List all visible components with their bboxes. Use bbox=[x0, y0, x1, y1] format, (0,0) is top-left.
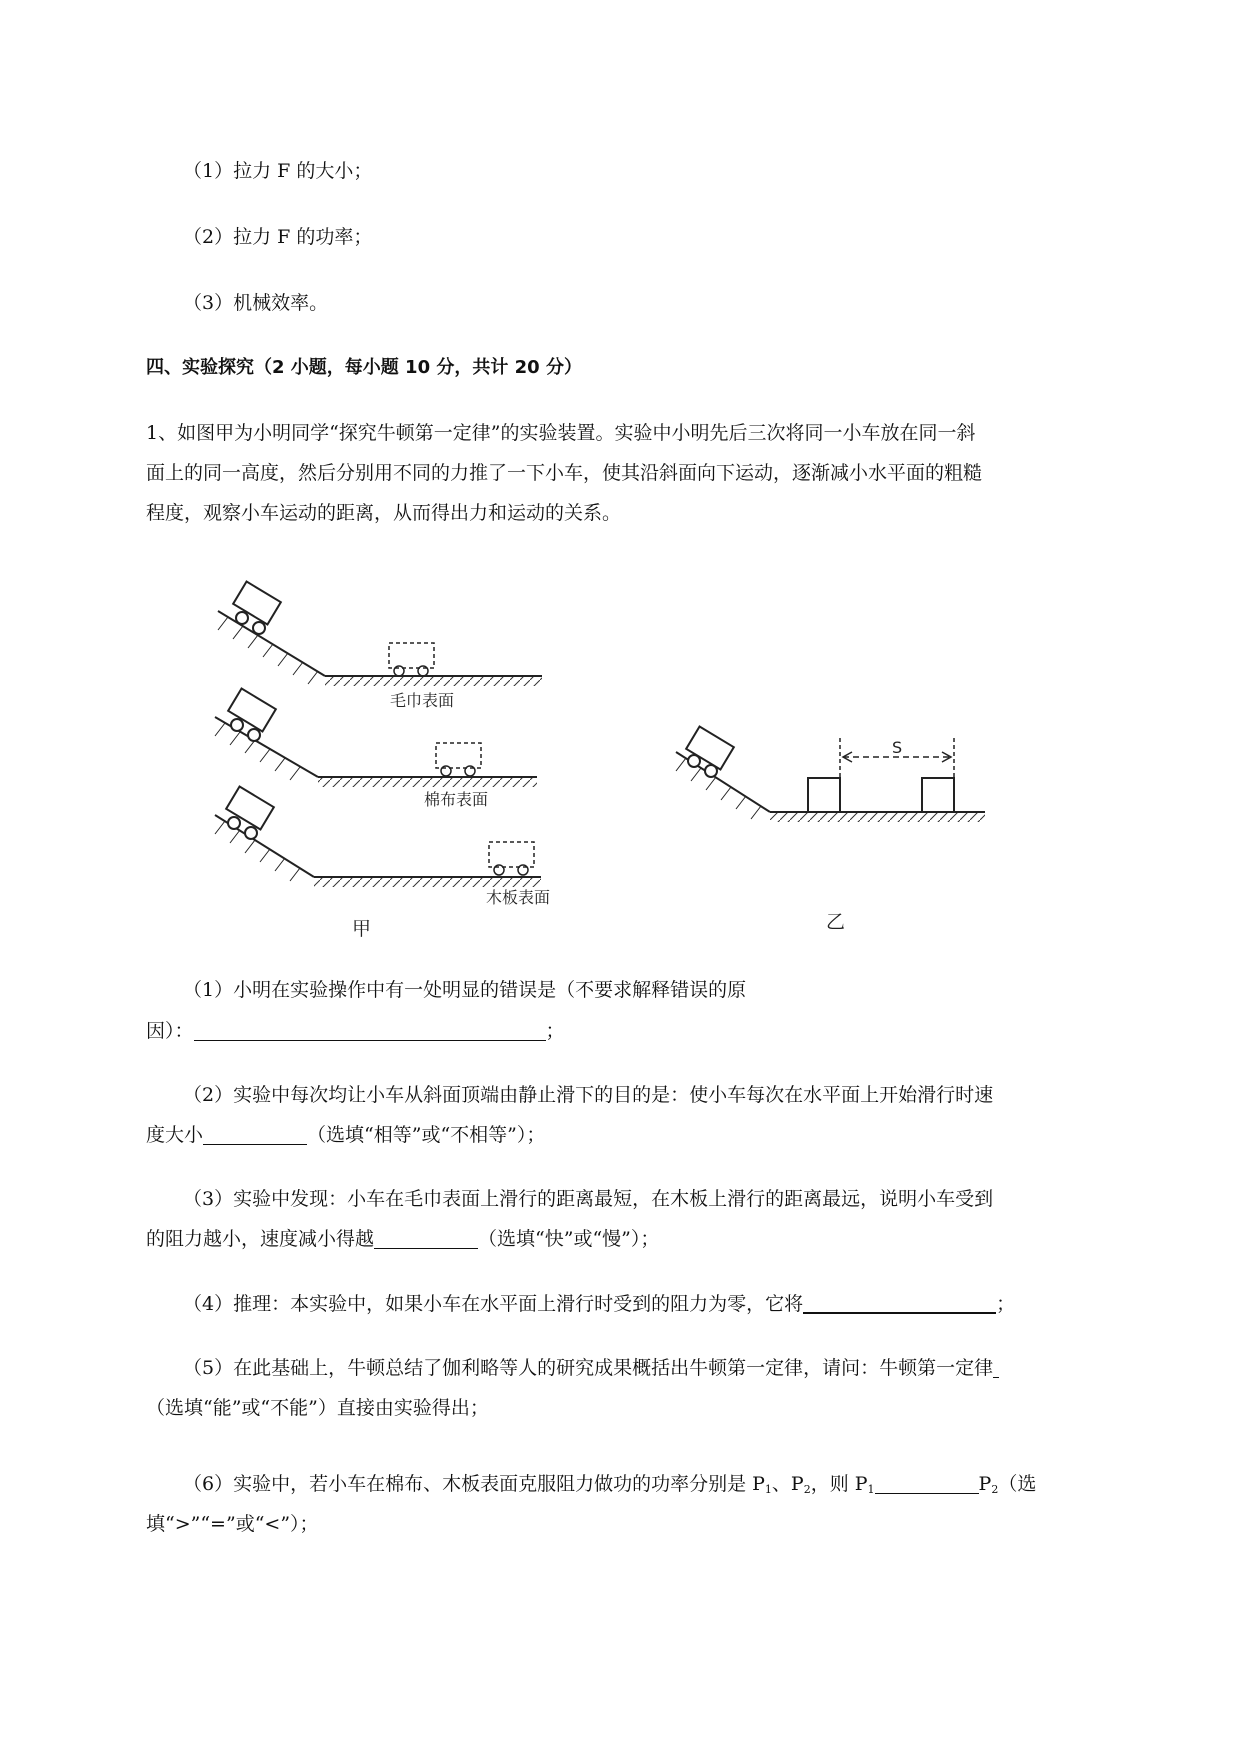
label-yi: 乙 bbox=[826, 911, 846, 933]
subscript: 1 bbox=[764, 1483, 772, 1496]
cart-dashed-wood bbox=[489, 842, 534, 875]
cart-dashed-towel bbox=[389, 643, 434, 676]
subscript: 2 bbox=[803, 1483, 811, 1496]
subq6-then: ，则 P bbox=[810, 1473, 868, 1495]
answer-blank-6[interactable] bbox=[875, 1473, 979, 1494]
subq1-prefix: 因）： bbox=[146, 1020, 194, 1042]
item-force-power: （2）拉力 F 的功率； bbox=[183, 226, 373, 248]
subq6-line-2: 填“>”“=”或“<”）； bbox=[146, 1513, 319, 1535]
answer-blank-5[interactable] bbox=[993, 1357, 999, 1378]
label-cotton-surface: 棉布表面 bbox=[424, 790, 489, 809]
subq3-prefix: 的阻力越小，速度减小得越 bbox=[146, 1228, 375, 1250]
cart-on-ramp-cotton bbox=[228, 689, 276, 741]
block-end bbox=[922, 778, 954, 812]
subq2-prefix: 度大小 bbox=[146, 1124, 204, 1146]
subq5-line-2: （选填“能”或“不能”）直接由实验得出； bbox=[146, 1397, 489, 1419]
subq4-end: ； bbox=[996, 1293, 1016, 1315]
subq1-end: ； bbox=[545, 1020, 565, 1042]
question-intro-line-1: 1、如图甲为小明同学“探究牛顿第一定律”的实验装置。实验中小明先后三次将同一小车放在同一斜 bbox=[146, 422, 976, 444]
subq2-suffix: （选填“相等”或“不相等”）； bbox=[307, 1124, 546, 1146]
subq3-line-1: （3）实验中发现：小车在毛巾表面上滑行的距离最短，在木板上滑行的距离最远，说明小车受到 bbox=[183, 1188, 994, 1210]
subq2-line-1: （2）实验中每次均让小车从斜面顶端由静止滑下的目的是：使小车每次在水平面上开始滑行时速 bbox=[183, 1084, 994, 1106]
subq4-prefix: （4）推理：本实验中，如果小车在水平面上滑行时受到的阻力为零，它将 bbox=[183, 1293, 804, 1315]
subq4-line bbox=[183, 1291, 1015, 1317]
subscript: 2 bbox=[991, 1483, 999, 1496]
label-wood-surface: 木板表面 bbox=[486, 888, 551, 907]
subq2-line-2 bbox=[146, 1122, 545, 1148]
section-heading: 四、实验探究（2 小题，每小题 10 分，共计 20 分） bbox=[146, 357, 582, 378]
cart-dashed-cotton bbox=[436, 743, 481, 776]
block-start bbox=[808, 778, 840, 812]
cart-on-ramp-towel bbox=[233, 582, 281, 634]
subq6-sep: 、P bbox=[771, 1473, 804, 1495]
subq5-line-1 bbox=[183, 1355, 999, 1381]
cart-on-ramp-yi bbox=[686, 727, 734, 777]
ramp-wood bbox=[215, 815, 541, 887]
answer-blank-2[interactable] bbox=[203, 1124, 307, 1145]
subq1-line-2 bbox=[146, 1018, 565, 1044]
cart-on-ramp-wood bbox=[226, 787, 274, 839]
subq6-suffix: （选 bbox=[998, 1473, 1037, 1495]
label-towel-surface: 毛巾表面 bbox=[390, 691, 455, 710]
question-intro-line-2: 面上的同一高度，然后分别用不同的力推了一下小车，使其沿斜面向下运动，逐渐减小水平面的粗糙 bbox=[146, 462, 983, 484]
answer-blank-1[interactable] bbox=[194, 1020, 546, 1041]
subq5-text: （5）在此基础上，牛顿总结了伽利略等人的研究成果概括出牛顿第一定律，请问：牛顿第一定律 bbox=[183, 1357, 994, 1379]
subq6-p2: P bbox=[978, 1473, 992, 1495]
question-intro-line-3: 程度，观察小车运动的距离，从而得出力和运动的关系。 bbox=[146, 502, 622, 524]
subq1-line-1: （1）小明在实验操作中有一处明显的错误是（不要求解释错误的原 bbox=[183, 979, 747, 1001]
subq6-line-1 bbox=[183, 1471, 1036, 1503]
item-force-magnitude: （1）拉力 F 的大小； bbox=[183, 160, 373, 182]
subq6-text: （6）实验中，若小车在棉布、木板表面克服阻力做功的功率分别是 P bbox=[183, 1473, 765, 1495]
answer-blank-4[interactable] bbox=[803, 1292, 996, 1314]
subscript: 1 bbox=[867, 1483, 875, 1496]
label-s: S bbox=[892, 738, 903, 757]
subq3-line-2 bbox=[146, 1226, 659, 1252]
answer-blank-3[interactable] bbox=[374, 1228, 478, 1249]
item-efficiency: （3）机械效率。 bbox=[183, 292, 329, 314]
subq3-suffix: （选填“快”或“慢”）； bbox=[478, 1228, 660, 1250]
label-jia: 甲 bbox=[352, 918, 372, 940]
